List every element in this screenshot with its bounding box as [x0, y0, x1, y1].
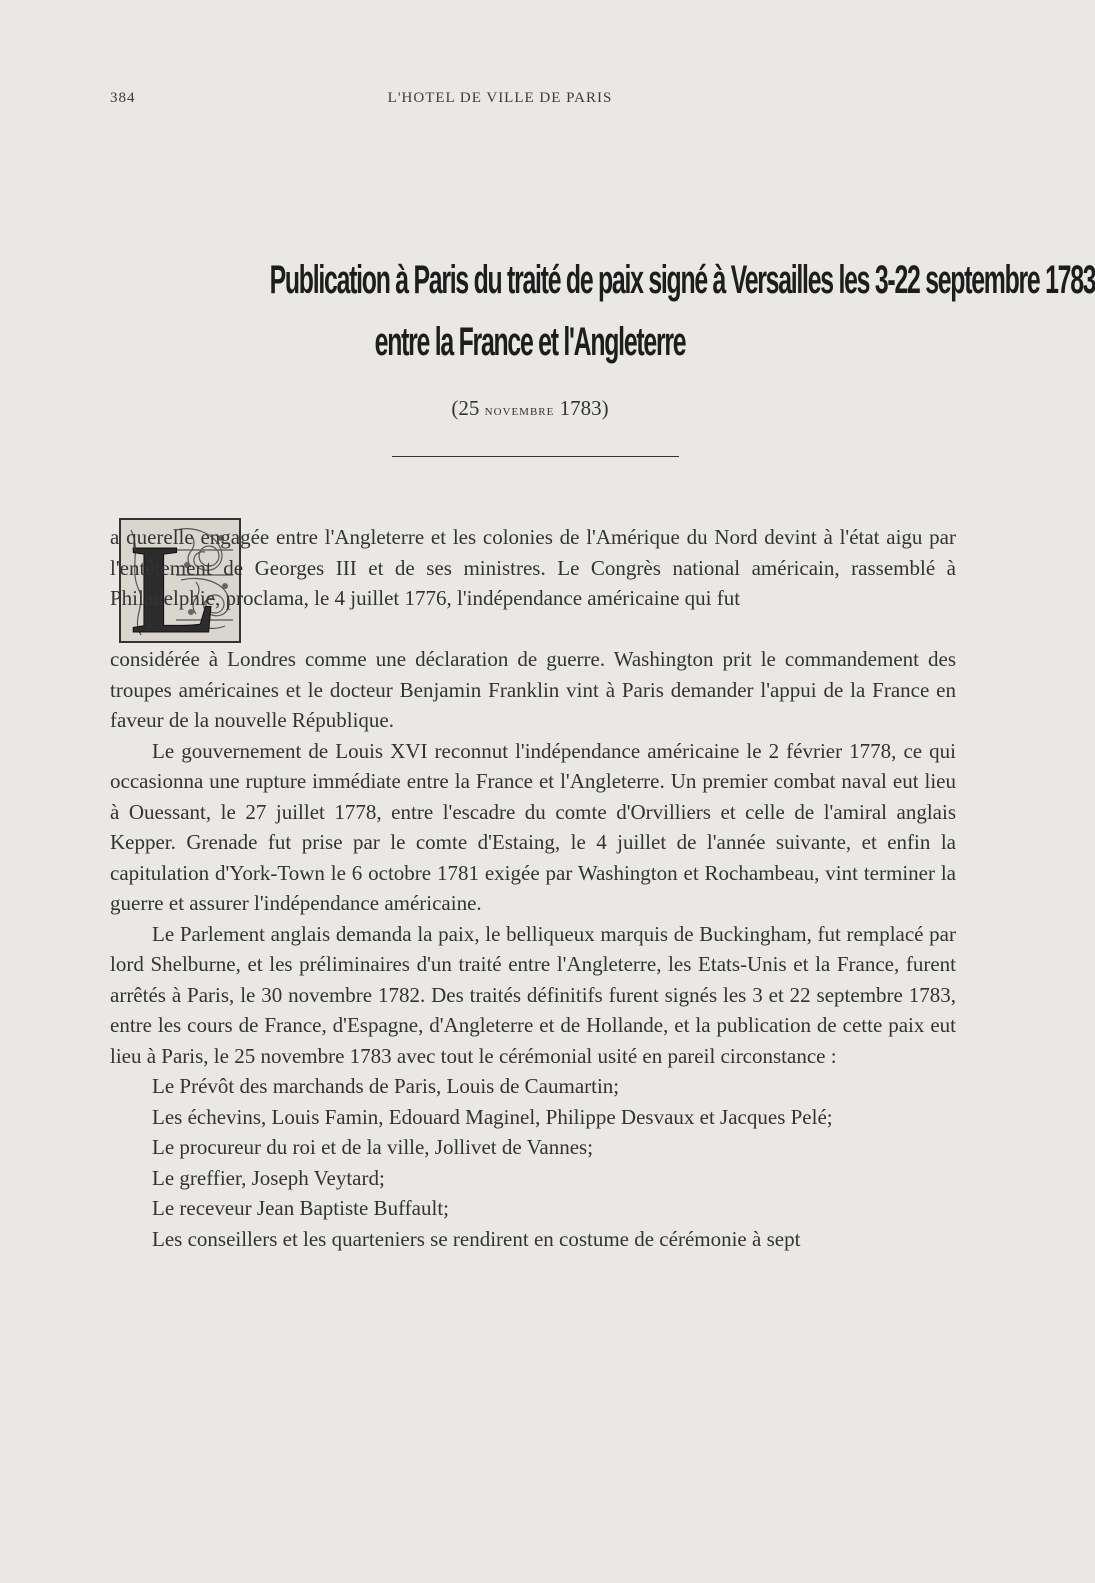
- paragraph-2: Le gouvernement de Louis XVI reconnut l'indépendance américaine le 2 février 1778, ce qui occasionna une rupture immédiate entre la France et l'Angleterre. Un premier combat naval eut lieu à Ouessant, le 27 juillet 1778, entre l'escadre du comte d'Orvilliers et celle de l'amiral anglais Kepper. Grenade fut prise par le comte d'Estaing, le 4 juillet de l'année suivante, et enfin la capitulation d'York-Town le 6 octobre 1781 exigée par Washington et Rochambeau, vint terminer la guerre et assurer l'indépendance américaine.: [110, 738, 956, 915]
- chapter-title-line-2: entre la France et l'Angleterre: [374, 320, 686, 364]
- initial-letter: L: [131, 518, 217, 660]
- date-open: (25: [451, 396, 485, 420]
- paragraph-3: Le Parlement anglais demanda la paix, le belliqueux marquis de Buckingham, fut remplacé par lord Shelburne, et les préliminaires d'un traité entre l'Angleterre, les Etats-Unis et la France, furent arrêtés à Paris, le 30 novembre 1782. Des traités définitifs furent signés les 3 et 22 septembre 1783, entre les cours de France, d'Espagne, d'Angleterre et de Hollande, et la publication de cette paix eut lieu à Paris, le 25 novembre 1783 avec tout le cérémonial usité en pareil circonstance :: [110, 921, 956, 1068]
- chapter-title-line-1: Publication à Paris du traité de paix signé à Versailles les 3-22 septembre 1783: [269, 258, 1095, 302]
- running-head: [110, 90, 890, 114]
- paragraph-8: Le receveur Jean Baptiste Buffault;: [152, 1196, 449, 1220]
- paragraph-5: Les échevins, Louis Famin, Edouard Maginel, Philippe Desvaux et Jacques Pelé;: [152, 1104, 833, 1129]
- running-title: L'HOTEL DE VILLE DE PARIS: [387, 90, 613, 106]
- body-text: [110, 522, 956, 1254]
- paragraph-1-rest: considérée à Londres comme une déclaration de guerre. Washington prit le commandement des troupes américaines et le docteur Benjamin Franklin vint à Paris demander l'appui de la France en faveur de la nouvelle République.: [110, 647, 956, 732]
- date-close: 1783): [554, 396, 609, 420]
- paragraph-9: Les conseillers et les quarteniers se rendirent en costume de cérémonie à sept: [152, 1226, 801, 1251]
- chapter-date: [110, 396, 950, 421]
- date-month: novembre: [484, 402, 555, 419]
- paragraph-7: Le greffier, Joseph Veytard;: [152, 1165, 385, 1190]
- paragraph-1-lead: a querelle engagée entre l'Angleterre et les colonies de l'Amérique du Nord devint à l'état aigu par l'entêtement de Georges III et de ses ministres. Le Congrès national américain, rassemblé à Philadelphie, proclama, le 4 juillet 1776, l'indépendance américaine qui fut: [110, 525, 956, 610]
- page-number: 384: [110, 90, 136, 106]
- paragraph-4: Le Prévôt des marchands de Paris, Louis de Caumartin;: [152, 1074, 620, 1098]
- title-rule: [392, 456, 679, 457]
- paragraph-6: Le procureur du roi et de la ville, Jollivet de Vannes;: [152, 1135, 594, 1159]
- chapter-title: [110, 250, 1095, 374]
